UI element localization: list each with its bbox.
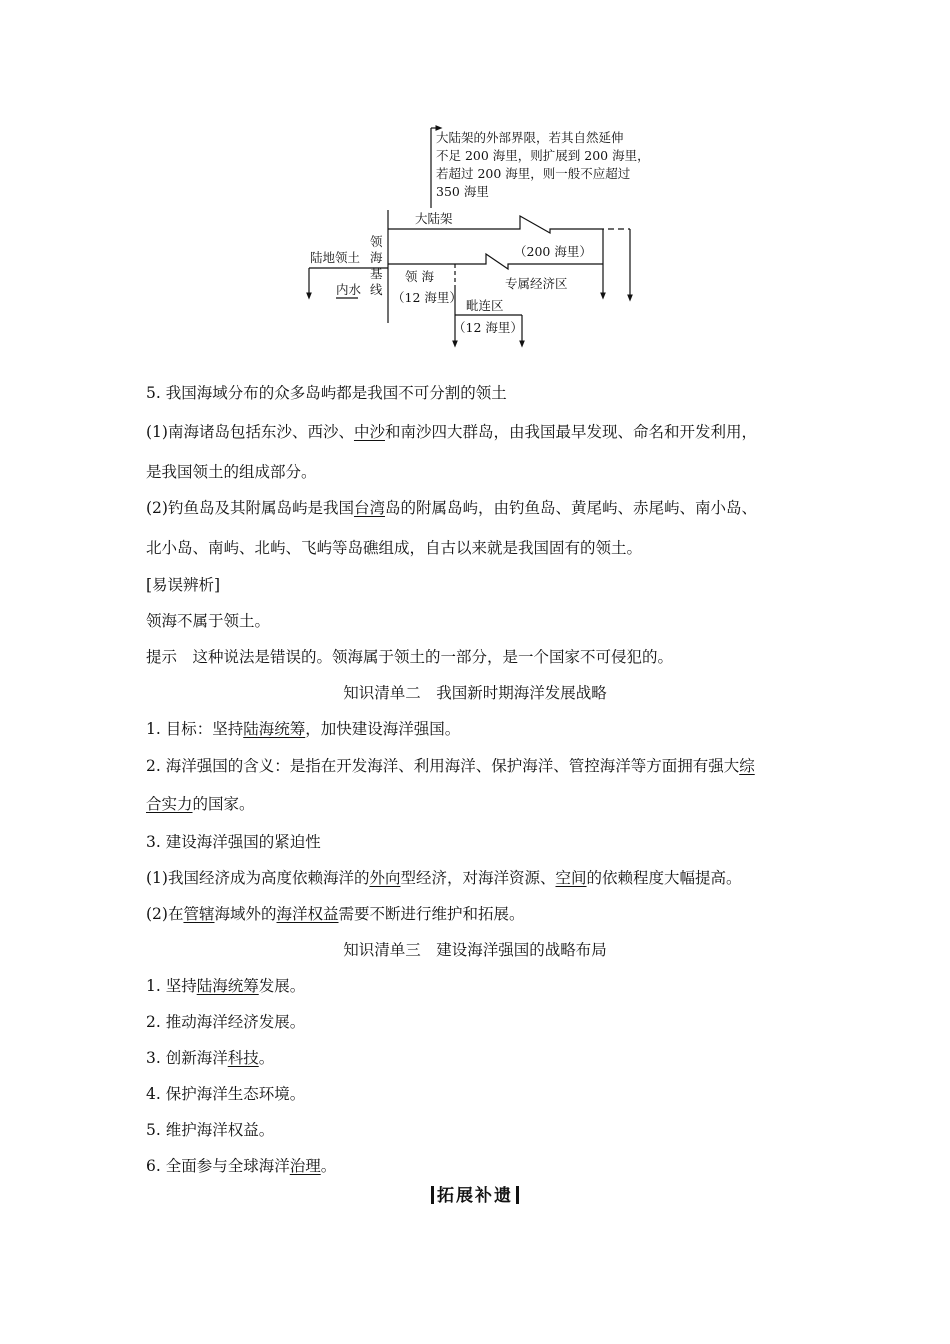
point-5-1-line-1: (1)南海诸岛包括东沙、西沙、中沙和南沙四大群岛，由我国最早发现、命名和开发利用， [146,423,757,441]
s2-item-1: 1. 目标：坚持陆海统筹，加快建设海洋强国。 [146,720,461,738]
underlined-term: 中沙 [353,423,385,441]
error-statement: 领海不属于领土。 [146,612,271,630]
baseline-char-3: 基 [370,266,383,281]
s2-item-2-line-2: 合实力的国家。 [146,795,255,813]
underlined-term: 陆海统筹 [196,977,259,995]
s3-item-1: 1. 坚持陆海统筹发展。 [146,977,306,995]
underlined-term: 外向 [369,869,401,887]
s3-item-4: 4. 保护海洋生态环境。 [146,1085,306,1103]
baseline-char-2: 海 [370,250,383,265]
s2-item-3-1: (1)我国经济成为高度依赖海洋的外向型经济，对海洋资源、空间的依赖程度大幅提高。 [146,869,742,887]
hint-text: 提示 这种说法是错误的。领海属于领土的一部分，是一个国家不可侵犯的。 [146,648,674,666]
maritime-zones-diagram [290,118,670,356]
point-5-2-line-1: (2)钓鱼岛及其附属岛屿是我国台湾岛的附属岛屿，由钓鱼岛、黄尾屿、赤尾屿、南小岛、 [146,499,757,517]
underlined-term: 科技 [227,1049,259,1067]
underlined-term: 空间 [555,869,587,887]
heading-bar-right [516,1186,519,1204]
outer-limit-text-3: 若超过 200 海里，则一般不应超过 [436,166,631,181]
outer-limit-text-1: 大陆架的外部界限，若其自然延伸 [436,130,624,145]
underlined-term: 管辖 [183,905,215,923]
underlined-term: 综 [739,757,755,775]
s2-item-2-line-1: 2. 海洋强国的含义：是指在开发海洋、利用海洋、保护海洋、管控海洋等方面拥有强大综 [146,757,755,775]
contiguous-zone-label: 毗连区 [466,298,504,313]
section-3-title: 知识清单三 建设海洋强国的战略布局 [343,941,607,959]
continental-shelf-label: 大陆架 [415,211,453,226]
point-5-2-line-2: 北小岛、南屿、北屿、飞屿等岛礁组成，自古以来就是我国固有的领土。 [146,539,643,557]
outer-limit-text-2: 不足 200 海里，则扩展到 200 海里， [436,148,650,163]
eez-label: 专属经济区 [505,276,568,291]
heading-bar-left [431,1186,434,1204]
point-5-1-line-2: 是我国领土的组成部分。 [146,463,317,481]
baseline-char-1: 领 [370,234,383,249]
point-5-title: 5. 我国海域分布的众多岛屿都是我国不可分割的领土 [146,384,507,402]
s2-item-3: 3. 建设海洋强国的紧迫性 [146,833,321,851]
maritime-zones-svg [290,118,670,356]
expansion-heading: 拓展补遗 [0,1186,950,1206]
baseline-char-4: 线 [370,282,383,297]
s2-item-3-2: (2)在管辖海域外的海洋权益需要不断进行维护和拓展。 [146,905,525,923]
s3-item-5: 5. 维护海洋权益。 [146,1121,275,1139]
underlined-term: 海洋权益 [276,905,339,923]
underlined-term: 台湾 [353,499,385,517]
error-analysis-title: [易误辨析] [146,576,221,594]
s3-item-2: 2. 推动海洋经济发展。 [146,1013,306,1031]
s3-item-3: 3. 创新海洋科技。 [146,1049,275,1067]
underlined-term: 陆海统筹 [243,720,306,738]
territorial-sea-label: 领 海 [405,269,434,284]
s3-item-6: 6. 全面参与全球海洋治理。 [146,1157,337,1175]
contiguous-zone-nm-label: （12 海里） [453,320,523,335]
land-territory-label: 陆地领土 [310,250,361,265]
eez-nm-label: （200 海里） [514,244,592,259]
underlined-term: 治理 [289,1157,321,1175]
underlined-term: 合实力 [146,795,193,813]
section-2-title: 知识清单二 我国新时期海洋发展战略 [343,684,607,702]
internal-waters-label: 内水 [336,282,362,297]
territorial-sea-nm-label: （12 海里） [392,290,462,305]
outer-limit-text-4: 350 海里 [436,184,489,199]
